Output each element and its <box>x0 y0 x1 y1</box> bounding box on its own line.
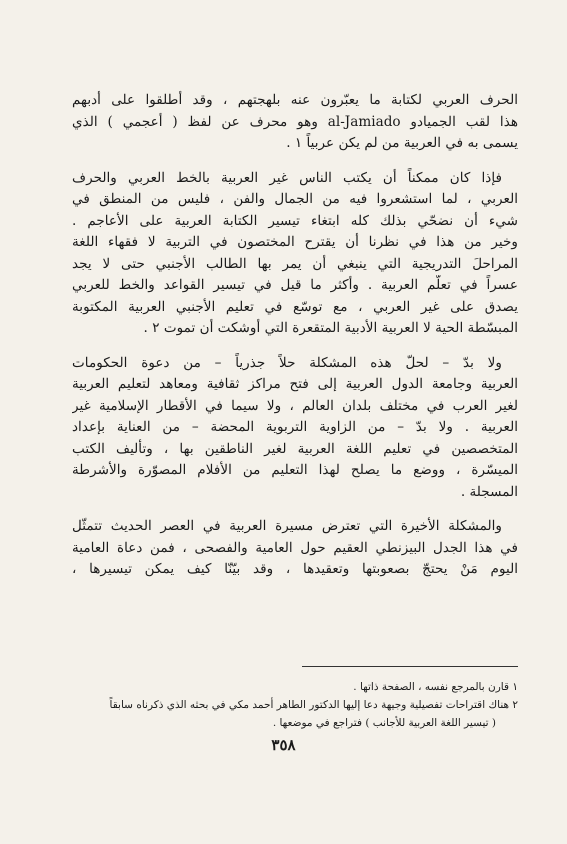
footnote-divider <box>302 666 518 667</box>
page-number: ٣٥٨ <box>271 736 296 754</box>
text-line: يسمى به في العربية من لم يكن عربياً ١ . <box>286 135 518 151</box>
paragraph <box>72 353 518 504</box>
text-line: لغير العرب في مختلف بلدان العالم ، ولا سيما في الأقطار الإسلامية غير <box>72 397 518 414</box>
footnote-1: ١ قارن بالمرجع نفسه ، الصفحة ذاتها . <box>353 681 518 693</box>
text-line: عسراً في تعلّم العربية . وأكثر ما قيل في تيسير القواعد والخط للعربي <box>72 277 518 293</box>
text-line: العربية وجامعة الدول العربية إلى فتح مراكز ثقافية ومعاهد لتعليم العربية <box>72 376 518 392</box>
text-line: العربي ، لما استشعروا فيه من الجمال والفن ، فليس من المنطق في <box>72 191 518 207</box>
text-line: يصدق على غير العربي ، مع توسّع في تعليم الأجنبي العربية المكتوبة <box>72 298 518 315</box>
text-line: هذا لقب الجميادو al-Jamiado وهو محرف عن لفظ ( أعجمي ) الذي <box>72 113 518 130</box>
paragraph <box>72 168 518 340</box>
text-line: المتخصصين في تعليم اللغة العربية لغير الناطقين بها ، وتأليف الكتب <box>72 440 518 457</box>
text-line: اليوم مَنْ يحتجّ بصعوبتها وتعقيدها ، وقد بيّنّا كيف يمكن تيسيرها ، <box>72 561 518 577</box>
paragraph <box>72 90 518 155</box>
paragraph <box>72 516 518 581</box>
text-line: فإذا كان ممكناً أن يكتب الناس غير العربية بالخط العربي والحرف <box>72 169 502 186</box>
footnote-2: ٢ هناك اقتراحات تفصيلية وجيهة دعا إليها الدكتور الطاهر أحمد مكي في بحثه الذي ذكرناه سابقاً <box>109 699 518 711</box>
text-line: شيء أن نضحّي بذلك كله ابتغاء تيسير الكتابة العربية على الأعاجم . <box>72 212 518 229</box>
text-line: والمشكلة الأخيرة التي تعترض مسيرة العربية في العصر الحديث تتمثّل <box>72 518 502 534</box>
footnotes <box>72 678 518 732</box>
text-line: ولا بدّ – لحلّ هذه المشكلة حلاً جذرياً – من دعوة الحكومات <box>72 354 502 371</box>
text-line: وخير من هذا في نظرنا أن يقترح المختصون في التربية لا فقهاء اللغة <box>72 234 518 250</box>
text-line: العربية . ولا بدّ – من الزاوية التربوية المحضة – من العناية بإعداد <box>72 419 518 435</box>
footnote-2-continuation: ( تيسير اللغة العربية للأجانب ) فتراجع في موضعها . <box>272 717 496 729</box>
text-line: الميسّرة ، ووضع ما يصلح لهذا التعليم من الأفلام المصوّرة والأشرطة <box>72 462 518 478</box>
text-line: الحرف العربي لكتابة ما يعبّرون عنه بلهجتهم ، وقد أطلقوا على أدبهم <box>72 92 518 108</box>
text-line: المسجلة . <box>460 483 518 500</box>
text-line: المراحلَ التدريجية التي ينبغي أن يمر بها الطالب الأجنبي حتى لا يجد <box>72 255 518 272</box>
text-line: في هذا الجدل البيزنطي العقيم حول العامية والفصحى ، فمن دعاة العامية <box>72 539 518 556</box>
main-text <box>72 90 518 581</box>
text-line: المبسّطة الحية لا العربية الأدبية المتقعرة التي أوشكت أن تموت ٢ . <box>143 320 518 336</box>
